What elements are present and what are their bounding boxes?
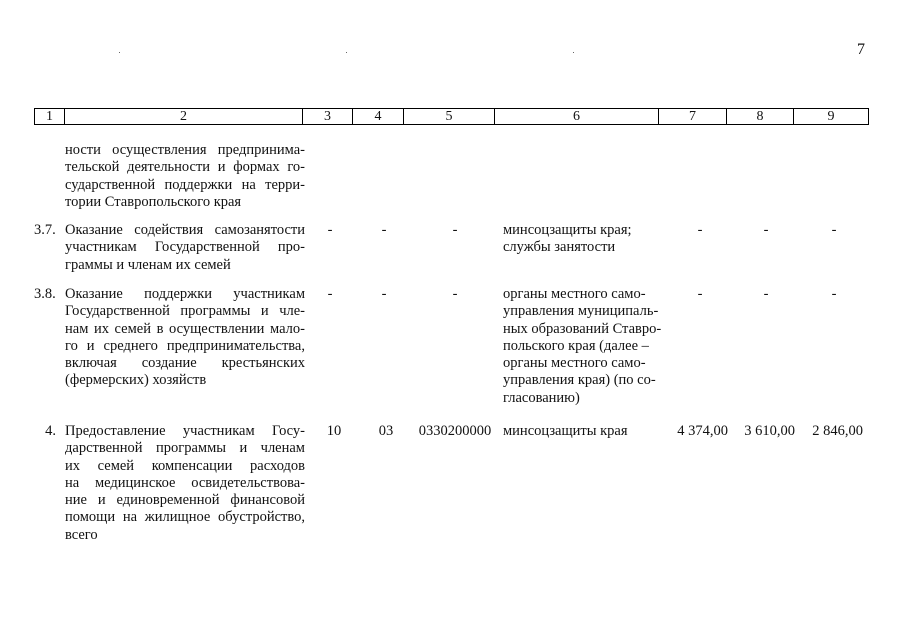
table-row-continuation	[65, 142, 305, 211]
row-description: Оказание поддержки участникам Государственной программы и чле- нам их семей в осуществлении мало- го и среднего предпринимательства, включая создание крестьянских (фермерских) хозяйств	[65, 286, 305, 389]
cell-col4: -	[381, 286, 387, 302]
cell-col8: -	[763, 222, 769, 238]
scan-speck	[119, 52, 120, 53]
cell-col3: 10	[326, 423, 342, 439]
header-cell: 5	[404, 109, 495, 124]
row-number: 4.	[45, 423, 56, 439]
cell-col9: -	[831, 286, 837, 302]
cell-col8: -	[763, 286, 769, 302]
row-description-last-line: тории Ставропольского края	[65, 193, 242, 210]
cell-col3: -	[327, 286, 333, 302]
header-cell: 6	[495, 109, 659, 124]
table-header-row	[34, 108, 869, 125]
cell-col9: -	[831, 222, 837, 238]
cell-col9: 2 846,00	[812, 423, 863, 439]
row-number: 3.7.	[34, 222, 56, 238]
header-cell: 2	[65, 109, 303, 124]
scan-speck	[346, 52, 347, 53]
row-description: Предоставление участникам Госу- дарственной программы и членам их семей компенсации расходов на медицинское освидетельствова- ние и единовременной финансовой помощи на жилищное обустройство, всего	[65, 423, 305, 543]
header-cell: 4	[353, 109, 404, 124]
cell-col7: -	[697, 222, 703, 238]
header-cell: 9	[827, 109, 835, 124]
cell-col5: -	[452, 222, 458, 238]
row-number: 3.8.	[34, 286, 56, 302]
cell-col7: -	[697, 286, 703, 302]
header-cell: 1	[35, 109, 65, 124]
cell-col7: 4 374,00	[677, 423, 728, 439]
row-description: Оказание содействия самозанятости участникам Государственной про- граммы и членам их семей	[65, 222, 305, 273]
cell-col3: -	[327, 222, 333, 238]
cell-col5: 0330200000	[418, 423, 492, 439]
cell-col8: 3 610,00	[744, 423, 795, 439]
cell-col4: -	[381, 222, 387, 238]
page-number: 7	[857, 41, 865, 58]
row-description: ности осуществления предпринима- тельской деятельности и формах го- сударственной поддержки на терри-	[65, 142, 305, 193]
cell-col6: минсоцзащиты края; службы занятости	[503, 222, 632, 256]
header-cell: 3	[303, 109, 353, 124]
scan-speck	[573, 52, 574, 53]
cell-col6: минсоцзащиты края	[503, 423, 628, 439]
cell-col4: 03	[378, 423, 394, 439]
header-cell: 7	[659, 109, 727, 124]
cell-col5: -	[452, 286, 458, 302]
cell-col6: органы местного само- управления муниципаль- ных образований Ставро- польского края (далее – органы местного само- управления края) (по со- гласованию)	[503, 286, 662, 406]
header-cell: 8	[727, 109, 794, 124]
